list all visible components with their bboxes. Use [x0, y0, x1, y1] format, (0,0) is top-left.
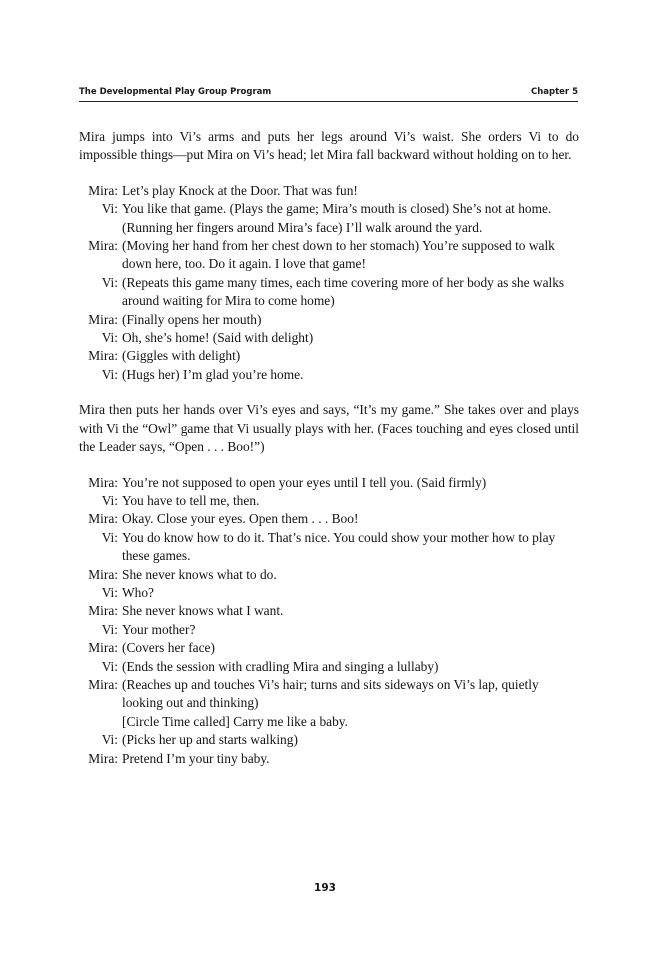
- dialogue-text: [118, 750, 579, 768]
- dialogue-block: [79, 474, 579, 769]
- dialogue-turn: [79, 510, 579, 528]
- dialogue-text: [118, 621, 579, 639]
- dialogue-turn: [79, 529, 579, 566]
- dialogue-line: (Finally opens her mouth): [122, 311, 262, 327]
- header-rule: [79, 101, 578, 102]
- dialogue-line: (Ends the session with cradling Mira and singing a lullaby): [122, 658, 439, 674]
- dialogue-turn: [79, 182, 579, 200]
- dialogue-turn: [79, 474, 579, 492]
- dialogue-line: You do know how to do it. That’s nice. You could show your mother how to play these games.: [122, 529, 556, 564]
- dialogue-turn: [79, 584, 579, 602]
- speaker-label: Mira:: [88, 566, 118, 582]
- dialogue-text: [118, 584, 579, 602]
- speaker-label: Vi:: [101, 330, 118, 346]
- speaker-label: Vi:: [101, 584, 118, 600]
- dialogue-turn: [79, 347, 579, 365]
- speaker-label: Mira:: [88, 238, 118, 254]
- dialogue-text: [118, 474, 579, 492]
- dialogue-line: (Covers her face): [122, 640, 215, 656]
- dialogue-text: [118, 566, 579, 584]
- dialogue-text: [118, 182, 579, 200]
- dialogue-line: (Picks her up and starts walking): [122, 732, 298, 748]
- dialogue-line: Okay. Close your eyes. Open them . . . Boo!: [122, 511, 359, 527]
- running-header: [79, 87, 578, 97]
- dialogue-line: (Repeats this game many times, each time covering more of her body as she walks around waiting for Mira to come home): [122, 274, 565, 309]
- speaker-label: Mira:: [88, 750, 118, 766]
- dialogue-turn: [79, 566, 579, 584]
- speaker-label: Mira:: [88, 511, 118, 527]
- dialogue-turn: [79, 311, 579, 329]
- dialogue-turn: [79, 676, 579, 731]
- speaker-label: Mira:: [88, 603, 118, 619]
- dialogue-line: Let’s play Knock at the Door. That was fun!: [122, 182, 358, 198]
- dialogue-line: Your mother?: [122, 621, 196, 637]
- book-title: The Developmental Play Group Program: [79, 87, 272, 97]
- speaker-label: Mira:: [88, 182, 118, 198]
- dialogue-text: [118, 510, 579, 528]
- speaker-label: Vi:: [101, 492, 118, 508]
- chapter-label: Chapter 5: [530, 87, 578, 97]
- dialogue-text: [118, 658, 579, 676]
- dialogue-line: (Giggles with delight): [122, 348, 241, 364]
- dialogue-turn: [79, 731, 579, 749]
- dialogue-line: You’re not supposed to open your eyes until I tell you. (Said firmly): [122, 474, 487, 490]
- dialogue-block: [79, 182, 579, 384]
- speaker-label: Vi:: [101, 621, 118, 637]
- dialogue-text: [118, 200, 579, 237]
- dialogue-text: [118, 639, 579, 657]
- dialogue-turn: [79, 639, 579, 657]
- dialogue-line: Oh, she’s home! (Said with delight): [122, 330, 314, 346]
- speaker-label: Mira:: [88, 676, 118, 692]
- dialogue-text: [118, 347, 579, 365]
- dialogue-turn: [79, 237, 579, 274]
- speaker-label: Vi:: [101, 201, 118, 217]
- speaker-label: Vi:: [101, 658, 118, 674]
- speaker-label: Mira:: [88, 474, 118, 490]
- dialogue-line: She never knows what to do.: [122, 566, 277, 582]
- dialogue-turn: [79, 658, 579, 676]
- dialogue-text: [118, 329, 579, 347]
- dialogue-text: [118, 676, 579, 731]
- dialogue-text: [118, 311, 579, 329]
- dialogue-line: (Hugs her) I’m glad you’re home.: [122, 366, 304, 382]
- page-body: [79, 128, 579, 785]
- speaker-label: Vi:: [101, 732, 118, 748]
- dialogue-turn: [79, 602, 579, 620]
- dialogue-turn: [79, 492, 579, 510]
- dialogue-line: (Moving her hand from her chest down to her stomach) You’re supposed to walk down here, too. Do it again. I love that game!: [122, 238, 555, 272]
- narrative-paragraph: Mira jumps into Vi’s arms and puts her legs around Vi’s waist. She orders Vi to do impossible things—put Mira on Vi’s head; let Mira fall backward without holding on to her.: [79, 129, 579, 163]
- dialogue-line: You have to tell me, then.: [122, 492, 260, 508]
- speaker-label: Mira:: [88, 311, 118, 327]
- dialogue-turn: [79, 329, 579, 347]
- dialogue-line: Who?: [122, 584, 154, 600]
- dialogue-text: [118, 492, 579, 510]
- dialogue-line: Pretend I’m your tiny baby.: [122, 750, 270, 766]
- dialogue-text: [118, 366, 579, 384]
- dialogue-line: She never knows what I want.: [122, 603, 284, 619]
- speaker-label: Vi:: [101, 529, 118, 545]
- page-number: 193: [314, 882, 336, 894]
- speaker-label: Vi:: [101, 274, 118, 290]
- speaker-label: Mira:: [88, 348, 118, 364]
- dialogue-turn: [79, 621, 579, 639]
- dialogue-turn: [79, 366, 579, 384]
- dialogue-text: [118, 529, 579, 566]
- narrative-paragraph: Mira then puts her hands over Vi’s eyes and says, “It’s my game.” She takes over and plays with Vi the “Owl” game that Vi usually plays with her. (Faces touching and eyes closed until the Leader says, “Open . . . Boo!”): [79, 402, 579, 455]
- dialogue-text: [118, 731, 579, 749]
- dialogue-text: [118, 237, 579, 274]
- dialogue-text: [118, 274, 579, 311]
- speaker-label: Mira:: [88, 640, 118, 656]
- dialogue-line: You like that game. (Plays the game; Mira’s mouth is closed) She’s not at home. (Running her fingers around Mira’s face) I’ll walk around the yard.: [122, 201, 552, 235]
- dialogue-continuation: [Circle Time called] Carry me like a baby.: [122, 713, 348, 729]
- speaker-label: Vi:: [101, 366, 118, 382]
- dialogue-turn: [79, 274, 579, 311]
- dialogue-turn: [79, 200, 579, 237]
- dialogue-text: [118, 602, 579, 620]
- dialogue-turn: [79, 750, 579, 768]
- dialogue-line: (Reaches up and touches Vi’s hair; turns and sits sideways on Vi’s lap, quietly looking out and thinking): [122, 676, 539, 711]
